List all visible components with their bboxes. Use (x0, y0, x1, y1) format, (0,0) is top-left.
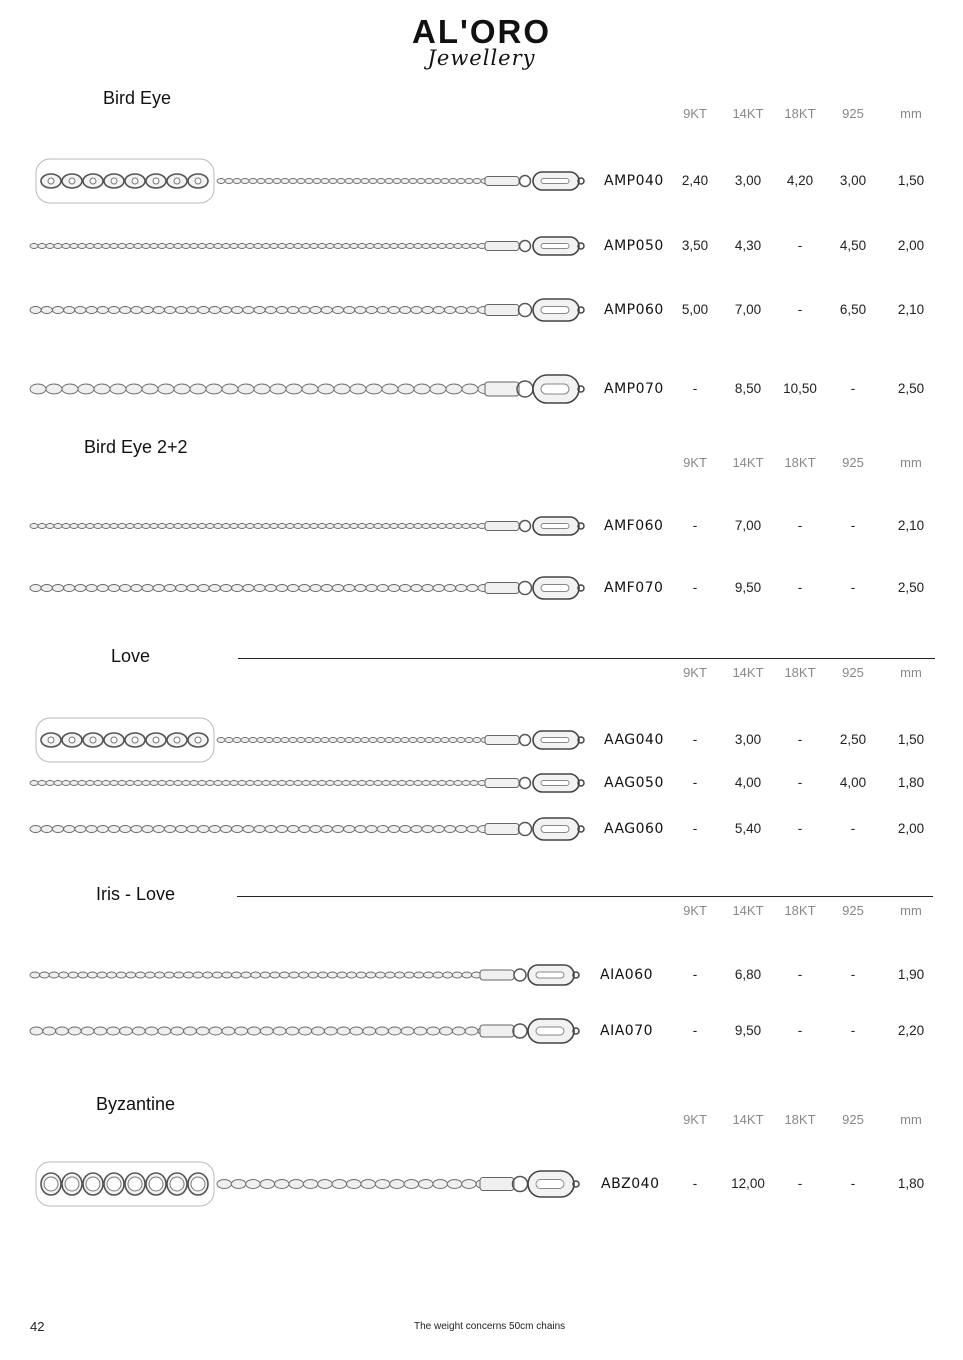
weight-value: - (797, 967, 803, 982)
weight-value: 2,00 (897, 238, 925, 253)
weight-value: 2,50 (897, 381, 925, 396)
brand-logo (0, 14, 963, 70)
weight-value: 6,50 (839, 302, 867, 317)
column-header: mm (900, 1112, 922, 1127)
column-header: mm (900, 903, 922, 918)
weight-value: 5,40 (734, 821, 762, 836)
weight-value: - (692, 1023, 698, 1038)
column-header: 14KT (732, 455, 764, 470)
weight-value: 3,00 (839, 173, 867, 188)
weight-value: 9,50 (734, 1023, 762, 1038)
weight-value: 3,00 (734, 732, 762, 747)
weight-value: 4,00 (839, 775, 867, 790)
weight-value: 6,80 (734, 967, 762, 982)
weight-value: - (797, 302, 803, 317)
weight-value: 2,10 (897, 518, 925, 533)
product-code: AMP040 (604, 173, 664, 189)
weight-value: - (850, 580, 856, 595)
section-divider (237, 896, 933, 897)
product-code: AIA060 (600, 967, 654, 983)
weight-value: 1,50 (897, 732, 925, 747)
column-header: 925 (842, 665, 864, 680)
chain-illustration (28, 765, 585, 801)
chain-illustration (28, 371, 585, 407)
chain-illustration (28, 228, 585, 264)
weight-value: 12,00 (731, 1176, 765, 1191)
column-header: 18KT (784, 455, 816, 470)
column-header: mm (900, 106, 922, 121)
weight-value: 5,00 (681, 302, 709, 317)
weight-value: 1,80 (897, 775, 925, 790)
weight-value: - (850, 1023, 856, 1038)
chain-illustration (28, 811, 585, 847)
chain-illustration (35, 1159, 580, 1209)
column-header: 18KT (784, 665, 816, 680)
weight-value: - (692, 580, 698, 595)
weight-value: - (692, 967, 698, 982)
brand-name: AL'ORO (411, 13, 551, 50)
weight-value: 1,50 (897, 173, 925, 188)
weight-value: - (692, 821, 698, 836)
column-header: 925 (842, 903, 864, 918)
brand-tagline: Jewellery (427, 46, 536, 70)
product-code: AAG050 (604, 775, 664, 791)
weight-value: - (850, 518, 856, 533)
weight-value: - (797, 1023, 803, 1038)
product-code: AMP070 (604, 381, 664, 397)
chain-illustration (28, 957, 580, 993)
weight-value: - (797, 775, 803, 790)
product-code: AAG040 (604, 732, 664, 748)
column-header: 14KT (732, 665, 764, 680)
chain-illustration (28, 1013, 580, 1049)
weight-value: 2,10 (897, 302, 925, 317)
weight-value: - (692, 381, 698, 396)
weight-value: - (692, 775, 698, 790)
column-header: 9KT (683, 106, 707, 121)
section-title-iris-love: Iris - Love (96, 884, 176, 904)
weight-value: - (797, 821, 803, 836)
section-title-love: Love (111, 646, 151, 666)
column-header: 925 (842, 1112, 864, 1127)
section-title-bird-eye-2plus2: Bird Eye 2+2 (84, 437, 188, 457)
weight-value: - (850, 967, 856, 982)
weight-value: 4,50 (839, 238, 867, 253)
column-header: 14KT (732, 106, 764, 121)
column-header: 14KT (732, 903, 764, 918)
column-header: 9KT (683, 903, 707, 918)
column-header: 14KT (732, 1112, 764, 1127)
product-code: AAG060 (604, 821, 664, 837)
chain-illustration (35, 715, 585, 765)
weight-value: - (797, 518, 803, 533)
weight-value: 2,40 (681, 173, 709, 188)
weight-value: 9,50 (734, 580, 762, 595)
section-title-byzantine: Byzantine (96, 1094, 176, 1114)
chain-illustration (28, 570, 585, 606)
weight-value: - (692, 518, 698, 533)
chain-illustration (28, 292, 585, 328)
column-header: mm (900, 455, 922, 470)
weight-value: - (850, 1176, 856, 1191)
column-header: mm (900, 665, 922, 680)
column-header: 925 (842, 455, 864, 470)
page-number: 42 (30, 1319, 45, 1334)
column-header: 9KT (683, 455, 707, 470)
weight-value: - (797, 580, 803, 595)
column-header: 18KT (784, 903, 816, 918)
weight-value: 3,00 (734, 173, 762, 188)
product-code: AIA070 (600, 1023, 654, 1039)
weight-value: 7,00 (734, 302, 762, 317)
weight-value: 8,50 (734, 381, 762, 396)
weight-value: 2,00 (897, 821, 925, 836)
product-code: AMF060 (604, 518, 664, 534)
product-code: AMP060 (604, 302, 664, 318)
weight-value: - (797, 1176, 803, 1191)
column-header: 9KT (683, 1112, 707, 1127)
product-code: ABZ040 (601, 1176, 660, 1192)
weight-value: 4,30 (734, 238, 762, 253)
weight-value: 2,50 (839, 732, 867, 747)
weight-value: 10,50 (783, 381, 817, 396)
column-header: 18KT (784, 1112, 816, 1127)
chain-illustration (28, 508, 585, 544)
weight-value: 4,00 (734, 775, 762, 790)
weight-value: 2,20 (897, 1023, 925, 1038)
weight-note: The weight concerns 50cm chains (414, 1321, 566, 1332)
product-code: AMP050 (604, 238, 664, 254)
weight-value: 1,80 (897, 1176, 925, 1191)
section-divider (238, 658, 935, 659)
column-header: 9KT (683, 665, 707, 680)
chain-illustration (35, 156, 585, 206)
weight-value: 3,50 (681, 238, 709, 253)
weight-value: 1,90 (897, 967, 925, 982)
weight-value: - (797, 238, 803, 253)
product-code: AMF070 (604, 580, 664, 596)
weight-value: - (692, 1176, 698, 1191)
weight-value: - (850, 821, 856, 836)
weight-value: - (797, 732, 803, 747)
weight-value: 2,50 (897, 580, 925, 595)
section-title-bird-eye: Bird Eye (103, 88, 172, 108)
column-header: 925 (842, 106, 864, 121)
weight-value: - (850, 381, 856, 396)
weight-value: 4,20 (786, 173, 814, 188)
weight-value: - (692, 732, 698, 747)
column-header: 18KT (784, 106, 816, 121)
weight-value: 7,00 (734, 518, 762, 533)
